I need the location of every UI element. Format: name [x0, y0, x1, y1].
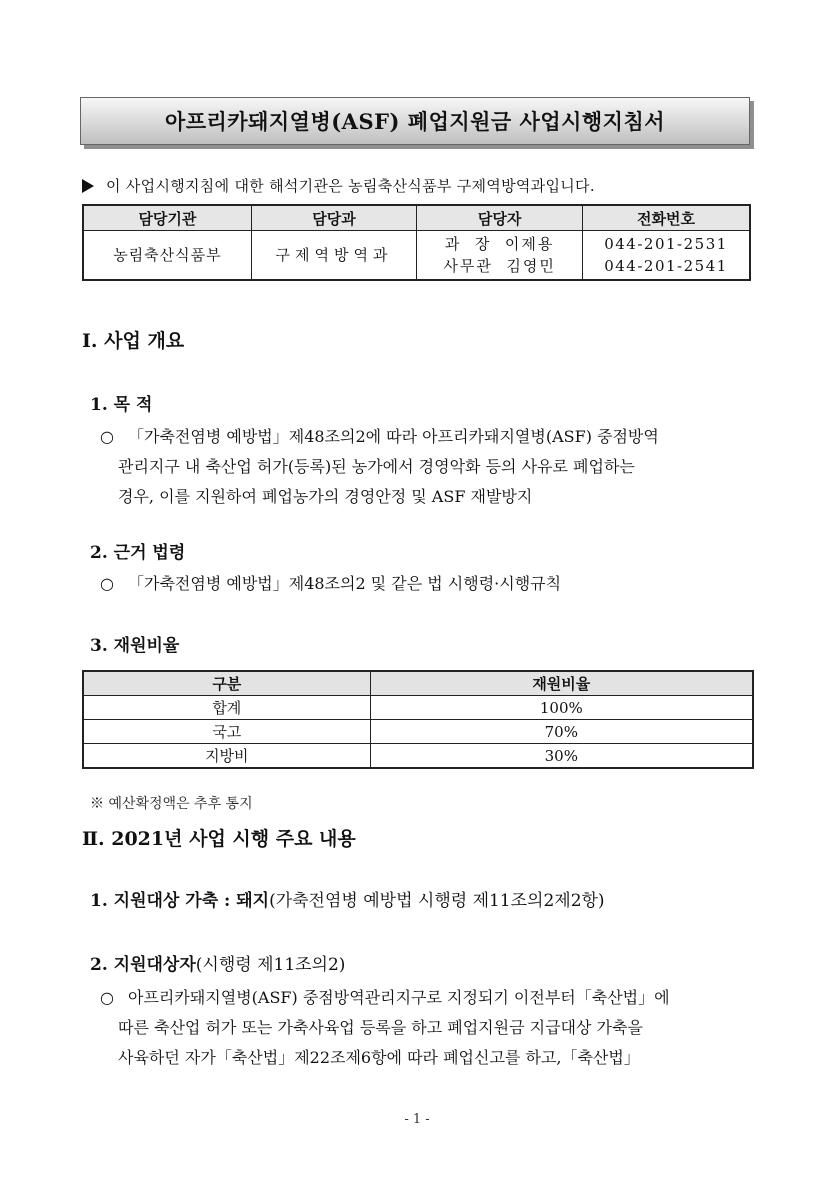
recipients-line-2: 따른 축산업 허가 또는 가축사육업 등록을 하고 폐업지원금 지급대상 가축을: [118, 1018, 643, 1037]
cell-department: 구제역방역과: [251, 231, 416, 281]
header-ratio: 재원비율: [370, 671, 753, 696]
cell-agency: 농림축산식품부: [83, 231, 251, 281]
header-department: 담당과: [251, 205, 416, 231]
circle-bullet-icon: ○: [100, 574, 114, 593]
eligible-recipients-reference: (시행령 제11조의2): [195, 955, 346, 975]
row-value: 30%: [370, 744, 753, 769]
purpose-paragraph: [100, 422, 760, 512]
recipients-line-3: 사육하던 자가「축산법」제22조제6항에 따라 폐업신고를 하고,「축산법」: [118, 1048, 640, 1067]
person-director: 과 장 이제용: [444, 235, 555, 253]
purpose-heading: 1. 목 적: [90, 395, 153, 415]
purpose-line-2: 관리지구 내 축산업 허가(등록)된 농가에서 경영악화 등의 사유로 폐업하는: [118, 457, 635, 476]
budget-note: ※ 예산확정액은 추후 통지: [90, 796, 253, 812]
document-title-banner: [80, 97, 750, 145]
section-2-heading: Ⅱ. 2021년 사업 시행 주요 내용: [82, 828, 356, 850]
funding-heading: 3. 재원비율: [90, 636, 180, 656]
interpretation-notice: [82, 175, 595, 196]
page-number: - 1 -: [404, 1112, 430, 1127]
cell-phone: [582, 231, 750, 281]
header-phone: 전화번호: [582, 205, 750, 231]
purpose-line-1: 「가축전염병 예방법」제48조의2에 따라 아프리카돼지열병(ASF) 중점방역: [128, 427, 659, 446]
circle-bullet-icon: ○: [100, 988, 114, 1007]
eligible-recipients-item: [90, 950, 345, 975]
purpose-line-3: 경우, 이를 지원하여 폐업농가의 경영안정 및 ASF 재발방지: [118, 487, 533, 506]
table-row: [83, 696, 753, 720]
target-livestock-reference: (가축전염병 예방법 시행령 제11조의2제2항): [269, 891, 605, 911]
header-person: 담당자: [417, 205, 583, 231]
phone-officer: 044-201-2541: [604, 257, 728, 275]
header-category: 구분: [83, 671, 370, 696]
row-label: 합계: [83, 696, 370, 720]
table-row: [83, 720, 753, 744]
document-title: 아프리카돼지열병(ASF) 폐업지원금 사업시행지침서: [164, 109, 666, 134]
row-value: 70%: [370, 720, 753, 744]
legal-basis-heading: 2. 근거 법령: [90, 543, 186, 563]
legal-basis-text: 「가축전염병 예방법」제48조의2 및 같은 법 시행령·시행규칙: [128, 574, 562, 593]
row-value: 100%: [370, 696, 753, 720]
legal-basis-paragraph: [100, 569, 760, 599]
notice-text: 이 사업시행지침에 대한 해석기관은 농림축산식품부 구제역방역과입니다.: [106, 177, 595, 195]
person-officer: 사무관 김영민: [443, 257, 556, 275]
recipients-line-1: 아프리카돼지열병(ASF) 중점방역관리지구로 지정되기 이전부터「축산법」에: [128, 988, 670, 1007]
section-1-heading: Ⅰ. 사업 개요: [82, 330, 185, 352]
contact-table: [82, 204, 751, 281]
cell-person: [417, 231, 583, 281]
row-label: 국고: [83, 720, 370, 744]
eligible-recipients-label: 2. 지원대상자: [90, 955, 196, 975]
target-livestock-label: 1. 지원대상 가축 : 돼지: [90, 891, 270, 911]
row-label: 지방비: [83, 744, 370, 769]
target-livestock-item: [90, 886, 605, 911]
header-agency: 담당기관: [83, 205, 251, 231]
funding-ratio-table: [82, 670, 754, 769]
phone-director: 044-201-2531: [604, 235, 728, 253]
circle-bullet-icon: ○: [100, 427, 114, 446]
triangle-bullet-icon: [82, 179, 94, 193]
eligible-recipients-paragraph: [100, 983, 760, 1073]
table-row: [83, 744, 753, 769]
